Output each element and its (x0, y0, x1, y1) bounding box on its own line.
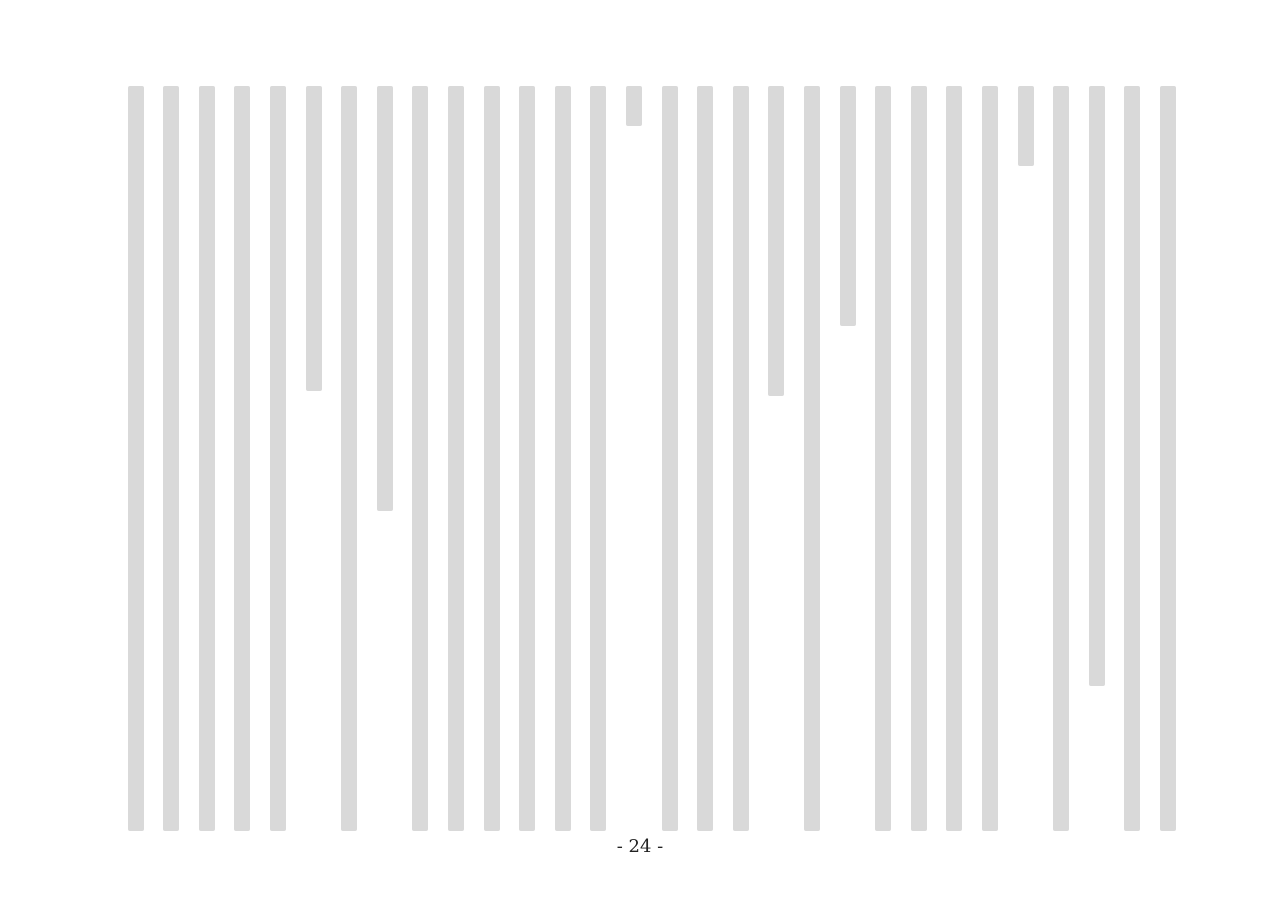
page-number: - 24 - (616, 836, 664, 857)
text-column-redacted (555, 86, 571, 831)
text-column-redacted (163, 86, 179, 831)
text-column-redacted (590, 86, 606, 831)
text-column-redacted (199, 86, 215, 831)
text-column-redacted (270, 86, 286, 831)
text-column-redacted (1053, 86, 1069, 831)
text-column-redacted (519, 86, 535, 831)
text-column-redacted (804, 86, 820, 831)
text-column-redacted (1089, 86, 1105, 686)
text-column-redacted (733, 86, 749, 831)
text-column-redacted (768, 86, 784, 396)
text-column-redacted (1160, 86, 1176, 831)
vertical-text-body (100, 80, 1180, 840)
text-column-redacted (484, 86, 500, 831)
text-column-redacted (377, 86, 393, 511)
text-column-redacted (875, 86, 891, 831)
text-column-redacted (412, 86, 428, 831)
text-column-redacted (128, 86, 144, 831)
text-column-redacted (626, 86, 642, 126)
text-column-redacted (911, 86, 927, 831)
text-column-redacted (234, 86, 250, 831)
text-column-redacted (1018, 86, 1034, 166)
text-column-redacted (448, 86, 464, 831)
text-column-redacted (341, 86, 357, 831)
text-column-redacted (946, 86, 962, 831)
text-column-redacted (1124, 86, 1140, 831)
text-column-redacted (982, 86, 998, 831)
text-column-redacted (662, 86, 678, 831)
text-column-redacted (840, 86, 856, 326)
text-column-redacted (697, 86, 713, 831)
text-column-redacted (306, 86, 322, 391)
